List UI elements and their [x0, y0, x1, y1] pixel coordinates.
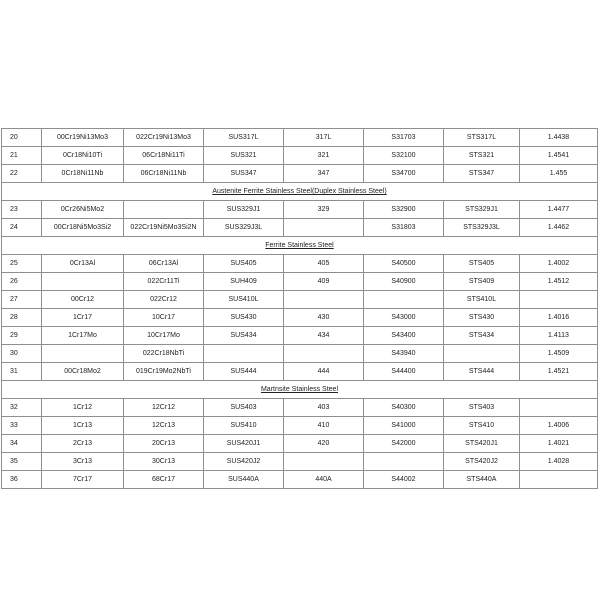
cell-gb-new: 022Cr12: [124, 291, 204, 309]
cell-gb-old: 0Cr13Al: [42, 255, 124, 273]
cell-gb-new: 30Cr13: [124, 453, 204, 471]
cell-jis: SUS420J1: [204, 435, 284, 453]
table-row: [2, 345, 598, 363]
cell-gb-old: 2Cr13: [42, 435, 124, 453]
cell-gb-old: 00Cr19Ni13Mo3: [42, 129, 124, 147]
cell-en: 1.4021: [520, 435, 598, 453]
cell-ks: STS440A: [444, 471, 520, 489]
table-row: [2, 327, 598, 345]
cell-number: 27: [2, 291, 42, 309]
cell-ks: STS317L: [444, 129, 520, 147]
cell-gb-old: 0Cr18Ni10Ti: [42, 147, 124, 165]
section-title: [2, 183, 598, 201]
cell-gb-old: 00Cr18Mo2: [42, 363, 124, 381]
cell-en: 1.4509: [520, 345, 598, 363]
section-header-row: [2, 381, 598, 399]
cell-gb-old: [42, 345, 124, 363]
table-row: [2, 291, 598, 309]
cell-uns: S43400: [364, 327, 444, 345]
cell-en: [520, 291, 598, 309]
cell-aisi: 409: [284, 273, 364, 291]
cell-uns: S43000: [364, 309, 444, 327]
cell-gb-old: 1Cr13: [42, 417, 124, 435]
cell-gb-new: 022Cr18NbTi: [124, 345, 204, 363]
cell-uns: S32900: [364, 201, 444, 219]
cell-gb-old: 3Cr13: [42, 453, 124, 471]
cell-gb-new: 10Cr17Mo: [124, 327, 204, 345]
cell-jis: SUS405: [204, 255, 284, 273]
cell-en: 1.4512: [520, 273, 598, 291]
cell-aisi: 403: [284, 399, 364, 417]
section-title: [2, 237, 598, 255]
cell-number: 23: [2, 201, 42, 219]
table-row: [2, 435, 598, 453]
cell-gb-old: 00Cr12: [42, 291, 124, 309]
cell-gb-new: 022Cr11Ti: [124, 273, 204, 291]
cell-en: [520, 471, 598, 489]
cell-ks: STS329J3L: [444, 219, 520, 237]
cell-ks: STS420J1: [444, 435, 520, 453]
cell-jis: SUS329J1: [204, 201, 284, 219]
cell-uns: S42000: [364, 435, 444, 453]
cell-aisi: 321: [284, 147, 364, 165]
cell-gb-old: 1Cr17Mo: [42, 327, 124, 345]
cell-ks: STS405: [444, 255, 520, 273]
table-row: [2, 453, 598, 471]
cell-gb-old: [42, 273, 124, 291]
cell-ks: STS321: [444, 147, 520, 165]
cell-jis: SUS329J3L: [204, 219, 284, 237]
cell-jis: SUS420J2: [204, 453, 284, 471]
cell-jis: SUS434: [204, 327, 284, 345]
cell-uns: S32100: [364, 147, 444, 165]
cell-ks: STS410L: [444, 291, 520, 309]
table-row: [2, 255, 598, 273]
cell-ks: STS434: [444, 327, 520, 345]
cell-aisi: 420: [284, 435, 364, 453]
cell-jis: SUS430: [204, 309, 284, 327]
cell-number: 20: [2, 129, 42, 147]
stainless-steel-grade-table: [1, 128, 598, 489]
cell-uns: S40500: [364, 255, 444, 273]
cell-gb-old: 7Cr17: [42, 471, 124, 489]
section-header-row: [2, 183, 598, 201]
table-row: [2, 201, 598, 219]
cell-ks: STS403: [444, 399, 520, 417]
cell-aisi: [284, 345, 364, 363]
cell-uns: S31803: [364, 219, 444, 237]
cell-gb-new: 10Cr17: [124, 309, 204, 327]
table-row: [2, 399, 598, 417]
cell-aisi: [284, 291, 364, 309]
cell-gb-old: 00Cr18Ni5Mo3Si2: [42, 219, 124, 237]
cell-uns: S43940: [364, 345, 444, 363]
cell-ks: STS347: [444, 165, 520, 183]
cell-en: 1.455: [520, 165, 598, 183]
cell-jis: SUS444: [204, 363, 284, 381]
cell-jis: SUS347: [204, 165, 284, 183]
cell-ks: STS410: [444, 417, 520, 435]
cell-gb-old: 1Cr17: [42, 309, 124, 327]
cell-en: 1.4006: [520, 417, 598, 435]
section-title-text: Austenite Ferrite Stainless Steel(Duplex Stainless Steel): [212, 188, 387, 195]
cell-aisi: 444: [284, 363, 364, 381]
cell-en: 1.4541: [520, 147, 598, 165]
cell-uns: [364, 453, 444, 471]
cell-gb-new: 019Cr19Mo2NbTi: [124, 363, 204, 381]
cell-jis: SUS403: [204, 399, 284, 417]
table-row: [2, 165, 598, 183]
table-row: [2, 363, 598, 381]
cell-en: 1.4113: [520, 327, 598, 345]
cell-ks: STS430: [444, 309, 520, 327]
cell-en: 1.4462: [520, 219, 598, 237]
cell-gb-old: 0Cr26Ni5Mo2: [42, 201, 124, 219]
section-title: [2, 381, 598, 399]
cell-gb-new: 12Cr12: [124, 399, 204, 417]
cell-jis: SUS321: [204, 147, 284, 165]
cell-aisi: 317L: [284, 129, 364, 147]
cell-aisi: 405: [284, 255, 364, 273]
cell-aisi: [284, 453, 364, 471]
cell-gb-new: 12Cr13: [124, 417, 204, 435]
table-row: [2, 471, 598, 489]
cell-aisi: 434: [284, 327, 364, 345]
cell-number: 25: [2, 255, 42, 273]
cell-ks: STS409: [444, 273, 520, 291]
cell-en: 1.4521: [520, 363, 598, 381]
cell-gb-new: 022Cr19Ni13Mo3: [124, 129, 204, 147]
cell-uns: S44002: [364, 471, 444, 489]
cell-ks: STS444: [444, 363, 520, 381]
cell-number: 29: [2, 327, 42, 345]
cell-aisi: 430: [284, 309, 364, 327]
cell-en: [520, 399, 598, 417]
cell-aisi: 440A: [284, 471, 364, 489]
cell-number: 30: [2, 345, 42, 363]
cell-uns: S34700: [364, 165, 444, 183]
section-title-text: Martnsite Stainless Steel: [260, 386, 339, 393]
cell-number: 32: [2, 399, 42, 417]
cell-gb-new: [124, 201, 204, 219]
cell-ks: [444, 345, 520, 363]
cell-number: 21: [2, 147, 42, 165]
cell-gb-new: 68Cr17: [124, 471, 204, 489]
section-header-row: [2, 237, 598, 255]
cell-number: 28: [2, 309, 42, 327]
stainless-steel-grade-table-container: [1, 128, 597, 489]
table-row: [2, 129, 598, 147]
cell-uns: S31703: [364, 129, 444, 147]
cell-ks: STS420J2: [444, 453, 520, 471]
section-title-text: Ferrite Stainless Steel: [265, 242, 334, 249]
cell-number: 22: [2, 165, 42, 183]
cell-aisi: 347: [284, 165, 364, 183]
table-row: [2, 147, 598, 165]
cell-gb-old: 1Cr12: [42, 399, 124, 417]
cell-aisi: 329: [284, 201, 364, 219]
cell-uns: S40900: [364, 273, 444, 291]
cell-jis: SUS410: [204, 417, 284, 435]
cell-uns: S40300: [364, 399, 444, 417]
cell-aisi: [284, 219, 364, 237]
cell-en: 1.4002: [520, 255, 598, 273]
cell-number: 34: [2, 435, 42, 453]
cell-gb-old: 0Cr18Ni11Nb: [42, 165, 124, 183]
cell-uns: S44400: [364, 363, 444, 381]
cell-jis: SUS440A: [204, 471, 284, 489]
cell-number: 36: [2, 471, 42, 489]
cell-gb-new: 06Cr18Ni11Ti: [124, 147, 204, 165]
cell-uns: [364, 291, 444, 309]
cell-gb-new: 06Cr18Ni11Nb: [124, 165, 204, 183]
cell-aisi: 410: [284, 417, 364, 435]
cell-gb-new: 022Cr19Ni5Mo3Si2N: [124, 219, 204, 237]
cell-gb-new: 20Cr13: [124, 435, 204, 453]
cell-en: 1.4438: [520, 129, 598, 147]
cell-number: 31: [2, 363, 42, 381]
cell-en: 1.4477: [520, 201, 598, 219]
cell-uns: S41000: [364, 417, 444, 435]
cell-number: 33: [2, 417, 42, 435]
cell-number: 35: [2, 453, 42, 471]
table-row: [2, 219, 598, 237]
cell-jis: SUS410L: [204, 291, 284, 309]
cell-jis: [204, 345, 284, 363]
cell-en: 1.4016: [520, 309, 598, 327]
cell-ks: STS329J1: [444, 201, 520, 219]
cell-number: 24: [2, 219, 42, 237]
cell-number: 26: [2, 273, 42, 291]
cell-jis: SUS317L: [204, 129, 284, 147]
table-row: [2, 273, 598, 291]
table-body: [2, 129, 598, 489]
cell-gb-new: 06Cr13Al: [124, 255, 204, 273]
table-row: [2, 309, 598, 327]
table-row: [2, 417, 598, 435]
cell-jis: SUH409: [204, 273, 284, 291]
cell-en: 1.4028: [520, 453, 598, 471]
